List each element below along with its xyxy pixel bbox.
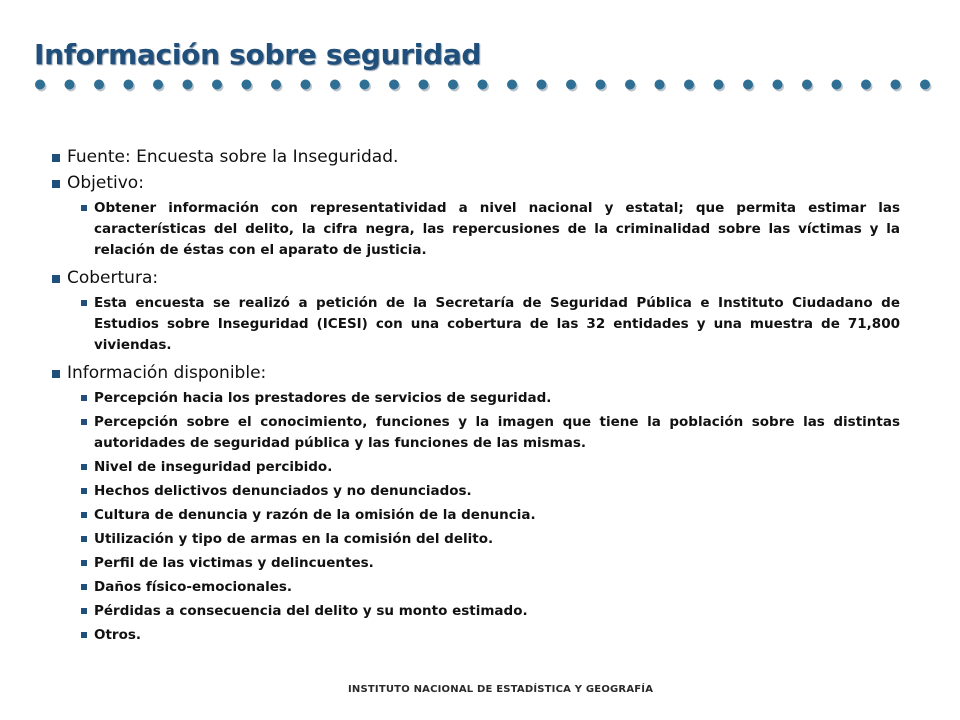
list-item: [52, 412, 900, 454]
list-item-text: Perfil de las victimas y delincuentes.: [94, 555, 374, 571]
list-item-text: Nivel de inseguridad percibido.: [94, 459, 333, 475]
divider-dot: [920, 80, 930, 90]
dotted-divider: [30, 74, 940, 96]
divider-dot: [802, 80, 812, 90]
divider-dot: [271, 80, 281, 90]
divider-dot: [448, 80, 458, 90]
divider-dot: [183, 80, 193, 90]
informacion-list: [52, 388, 900, 646]
list-item-text: Utilización y tipo de armas en la comisión del delito.: [94, 531, 494, 547]
square-bullet-icon: [81, 464, 87, 470]
square-bullet-icon: [81, 488, 87, 494]
divider-dot: [389, 80, 399, 90]
list-item: [52, 601, 900, 622]
divider-dot: [684, 80, 694, 90]
divider-dot: [625, 80, 635, 90]
list-item-text: Hechos delictivos denunciados y no denunciados.: [94, 483, 472, 499]
divider-dot: [861, 80, 871, 90]
list-item: [52, 457, 900, 478]
list-item-text: Esta encuesta se realizó a petición de la Secretaría de Seguridad Pública e Instituto Ciudadano de Estudios sobre Inseguridad (ICESI) con una cobertura de las 32 entidades y una muestra de 71,800 viviendas.: [94, 295, 900, 353]
square-bullet-icon: [81, 632, 87, 638]
square-bullet-icon: [52, 154, 60, 162]
section-label: Cobertura:: [67, 268, 159, 288]
square-bullet-icon: [81, 395, 87, 401]
section-cobertura: [52, 267, 900, 289]
divider-dot: [242, 80, 252, 90]
content-body: [52, 146, 900, 652]
section-informacion-disponible: [52, 362, 900, 384]
section-label: Fuente: Encuesta sobre la Inseguridad.: [67, 147, 399, 167]
square-bullet-icon: [52, 370, 60, 378]
list-item: [52, 198, 900, 261]
list-item: [52, 388, 900, 409]
divider-dot: [94, 80, 104, 90]
divider-dot: [537, 80, 547, 90]
list-item-text: Otros.: [94, 627, 142, 643]
page-title: Información sobre seguridad: [34, 38, 482, 71]
square-bullet-icon: [52, 180, 60, 188]
divider-dot: [301, 80, 311, 90]
square-bullet-icon: [81, 300, 87, 306]
divider-dot: [153, 80, 163, 90]
divider-dot: [212, 80, 222, 90]
list-item: [52, 505, 900, 526]
list-item-text: Percepción hacia los prestadores de servicios de seguridad.: [94, 390, 552, 406]
list-item-text: Pérdidas a consecuencia del delito y su monto estimado.: [94, 603, 528, 619]
divider-dot: [714, 80, 724, 90]
list-item-text: Obtener información con representatividad a nivel nacional y estatal; que permita estimar las características del delito, la cifra negra, las repercusiones de la criminalidad sobre las víctimas y la relación de éstas con el aparato de justicia.: [94, 200, 900, 258]
divider-dot: [566, 80, 576, 90]
section-label: Objetivo:: [67, 173, 144, 193]
square-bullet-icon: [81, 419, 87, 425]
list-item-text: Daños físico-emocionales.: [94, 579, 293, 595]
list-item: [52, 529, 900, 550]
cobertura-list: [52, 293, 900, 356]
square-bullet-icon: [81, 560, 87, 566]
section-objetivo: [52, 172, 900, 194]
square-bullet-icon: [81, 205, 87, 211]
objetivo-list: [52, 198, 900, 261]
divider-dot: [891, 80, 901, 90]
list-item: [52, 625, 900, 646]
square-bullet-icon: [52, 275, 60, 283]
list-item: [52, 481, 900, 502]
divider-dot: [360, 80, 370, 90]
divider-dot: [773, 80, 783, 90]
list-item: [52, 577, 900, 598]
square-bullet-icon: [81, 608, 87, 614]
square-bullet-icon: [81, 536, 87, 542]
section-fuente: [52, 146, 900, 168]
list-item: [52, 293, 900, 356]
list-item-text: Percepción sobre el conocimiento, funciones y la imagen que tiene la población sobre las distintas autoridades de seguridad pública y las funciones de las mismas.: [94, 414, 900, 451]
list-item-text: Cultura de denuncia y razón de la omisión de la denuncia.: [94, 507, 536, 523]
divider-dot: [655, 80, 665, 90]
divider-dot: [330, 80, 340, 90]
divider-dot: [124, 80, 134, 90]
square-bullet-icon: [81, 512, 87, 518]
divider-dot: [507, 80, 517, 90]
footer-institution: INSTITUTO NACIONAL DE ESTADÍSTICA Y GEOGRAFÍA: [348, 684, 654, 695]
list-item: [52, 553, 900, 574]
section-label: Información disponible:: [67, 363, 267, 383]
divider-dot: [65, 80, 75, 90]
divider-dot: [596, 80, 606, 90]
divider-dot: [743, 80, 753, 90]
divider-dot: [419, 80, 429, 90]
square-bullet-icon: [81, 584, 87, 590]
divider-dot: [478, 80, 488, 90]
divider-dot: [35, 80, 45, 90]
divider-dot: [832, 80, 842, 90]
